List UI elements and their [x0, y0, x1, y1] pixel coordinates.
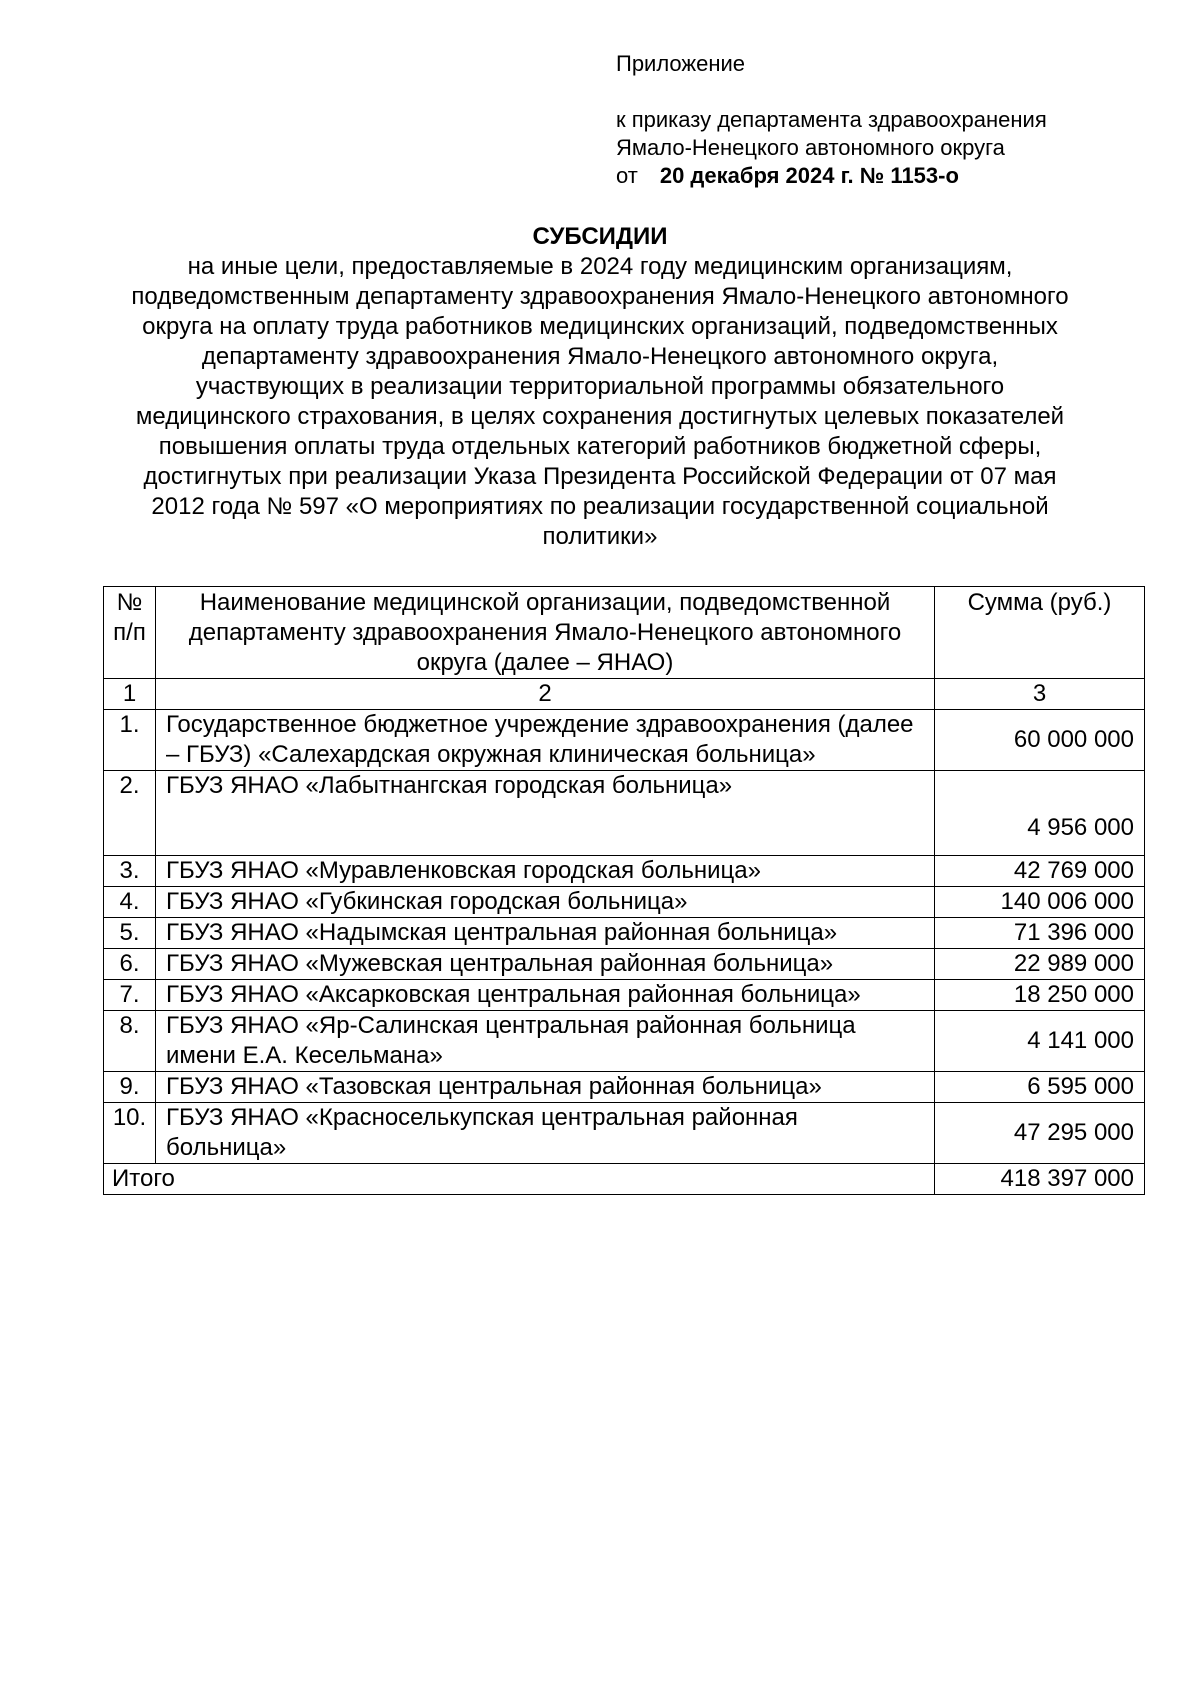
attachment-label: Приложение	[616, 51, 746, 76]
subtitle-line: округа на оплату труда работников медицинских организаций, подведомственных	[142, 313, 1058, 340]
row-num: 9.	[104, 1072, 156, 1103]
attachment-order	[616, 162, 1047, 190]
table-row	[104, 949, 1145, 980]
row-sum: 4 141 000	[935, 1011, 1145, 1072]
row-num: 10.	[104, 1103, 156, 1164]
document-heading: СУБСИДИИ	[532, 223, 668, 250]
row-sum: 60 000 000	[935, 710, 1145, 771]
row-sum: 6 595 000	[935, 1072, 1145, 1103]
row-name: ГБУЗ ЯНАО «Мужевская центральная районная больница»	[156, 949, 935, 980]
row-sum: 22 989 000	[935, 949, 1145, 980]
row-num: 3.	[104, 856, 156, 887]
table-total-row	[104, 1164, 1145, 1195]
attachment-line-2: Ямало-Ненецкого автономного округа	[616, 135, 1005, 160]
table-index-row	[104, 679, 1145, 710]
subtitle-line: департаменту здравоохранения Ямало-Ненецкого автономного округа,	[201, 343, 999, 370]
table-row	[104, 1072, 1145, 1103]
row-sum: 47 295 000	[935, 1103, 1145, 1164]
row-name: Государственное бюджетное учреждение здравоохранения (далее – ГБУЗ) «Салехардская окружная клиническая больница»	[156, 710, 935, 771]
row-num: 5.	[104, 918, 156, 949]
subtitle-line: политики»	[542, 523, 658, 550]
table-row	[104, 856, 1145, 887]
row-name: ГБУЗ ЯНАО «Яр-Салинская центральная районная больница имени Е.А. Кесельмана»	[156, 1011, 935, 1072]
subsidies-table	[103, 586, 1145, 1195]
table-row	[104, 980, 1145, 1011]
table-row	[104, 1011, 1145, 1072]
attachment-block	[616, 50, 1047, 190]
row-num: 7.	[104, 980, 156, 1011]
subtitle-line: участвующих в реализации территориальной программы обязательного	[195, 373, 1005, 400]
document-subtitle	[100, 252, 1100, 552]
subtitle-line: достигнутых при реализации Указа Президента Российской Федерации от 07 мая	[143, 463, 1057, 490]
attachment-from-prefix: от	[616, 163, 638, 188]
table-header-row	[104, 587, 1145, 679]
row-name: ГБУЗ ЯНАО «Красноселькупская центральная районная больница»	[156, 1103, 935, 1164]
row-sum: 140 006 000	[935, 887, 1145, 918]
row-sum: 4 956 000	[935, 771, 1145, 856]
table-row	[104, 710, 1145, 771]
header-sum: Сумма (руб.)	[935, 587, 1145, 679]
total-sum: 418 397 000	[935, 1164, 1145, 1195]
row-num: 6.	[104, 949, 156, 980]
subtitle-line: повышения оплаты труда отдельных категорий работников бюджетной сферы,	[158, 433, 1042, 460]
index-cell: 3	[935, 679, 1145, 710]
order-reference: 20 декабря 2024 г. № 1153-о	[659, 163, 959, 188]
row-name: ГБУЗ ЯНАО «Муравленковская городская больница»	[156, 856, 935, 887]
row-name: ГБУЗ ЯНАО «Аксарковская центральная районная больница»	[156, 980, 935, 1011]
subtitle-line: 2012 года № 597 «О мероприятиях по реализации государственной социальной	[151, 493, 1049, 520]
document-title-block	[100, 222, 1100, 552]
header-name: Наименование медицинской организации, подведомственной департаменту здравоохранения Ямало-Ненецкого автономного округа (далее – ЯНАО)	[156, 587, 935, 679]
table-row	[104, 918, 1145, 949]
table-row	[104, 887, 1145, 918]
subtitle-line: на иные цели, предоставляемые в 2024 году медицинским организациям,	[187, 253, 1013, 280]
index-cell: 2	[156, 679, 935, 710]
attachment-line-1: к приказу департамента здравоохранения	[616, 107, 1047, 132]
subtitle-line: медицинского страхования, в целях сохранения достигнутых целевых показателей	[135, 403, 1065, 430]
index-cell: 1	[104, 679, 156, 710]
subtitle-line: подведомственным департаменту здравоохранения Ямало-Ненецкого автономного	[131, 283, 1069, 310]
row-sum: 42 769 000	[935, 856, 1145, 887]
table-row	[104, 1103, 1145, 1164]
row-num: 1.	[104, 710, 156, 771]
row-num: 2.	[104, 771, 156, 856]
row-sum: 18 250 000	[935, 980, 1145, 1011]
table-row	[104, 771, 1145, 856]
row-name: ГБУЗ ЯНАО «Лабытнангская городская больница»	[156, 771, 935, 856]
row-num: 8.	[104, 1011, 156, 1072]
row-num: 4.	[104, 887, 156, 918]
header-num: № п/п	[104, 587, 156, 679]
row-name: ГБУЗ ЯНАО «Тазовская центральная районная больница»	[156, 1072, 935, 1103]
row-sum: 71 396 000	[935, 918, 1145, 949]
total-label: Итого	[104, 1164, 935, 1195]
row-name: ГБУЗ ЯНАО «Губкинская городская больница»	[156, 887, 935, 918]
row-name: ГБУЗ ЯНАО «Надымская центральная районная больница»	[156, 918, 935, 949]
